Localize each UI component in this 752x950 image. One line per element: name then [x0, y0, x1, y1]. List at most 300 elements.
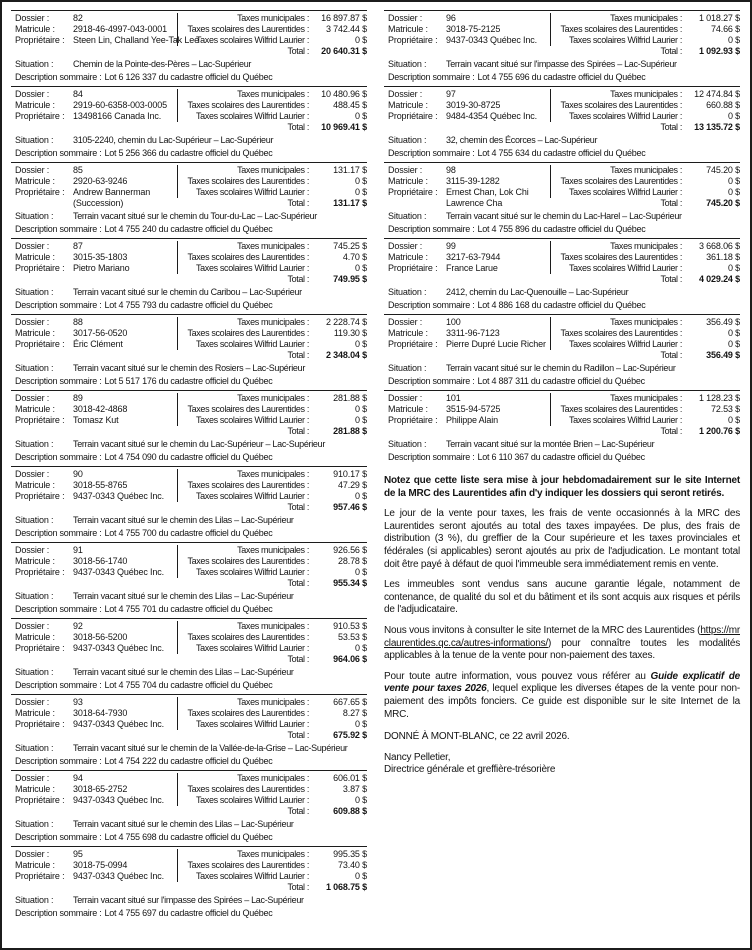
description-value: Lot 4 886 168 du cadastre officiel du Québec — [477, 300, 646, 310]
total-value: 955.34 $ — [333, 578, 367, 588]
owner-value: Andrew Bannerman — [73, 187, 151, 197]
sale-fees-paragraph: Le jour de la vente pour taxes, les frais de vente occasionnés à la MRC des Laurentides seront ajoutés au total des taxes impayées. De plus, des frais de distribution (3 %), du greffier de la Cour supérieure et les taxes provinciales et fédérales (si applicables) seront ajoutés au prix de l'adjudication. Le montant total doit être payé à défaut de quoi l'immeuble sera immédiatement remis en vente. — [384, 508, 740, 570]
owner-row — [15, 871, 177, 882]
matricule-label: Matricule : — [388, 176, 428, 186]
owner-value: Philippe Alain — [446, 415, 498, 425]
dossier-row — [15, 621, 177, 632]
matricule-label: Matricule : — [15, 784, 55, 794]
municipal-taxes-label: Taxes municipales : — [610, 165, 682, 175]
dossier-entry-main — [11, 241, 367, 285]
total-row — [550, 198, 740, 209]
total-label: Total : — [287, 806, 309, 816]
situation-label: Situation : — [15, 591, 54, 601]
dossier-row — [15, 773, 177, 784]
matricule-label: Matricule : — [15, 480, 55, 490]
dossier-row — [388, 89, 550, 100]
dossier-info — [11, 89, 177, 122]
right-column — [384, 10, 740, 942]
matricule-value: 3018-75-2125 — [446, 24, 501, 34]
description-label: Description sommaire : — [15, 376, 102, 386]
dossier-number: 101 — [446, 393, 461, 403]
matricule-value: 3018-56-1740 — [73, 556, 128, 566]
dossier-entry — [11, 238, 367, 314]
laurentides-school-taxes-row — [178, 708, 367, 719]
dossier-info — [11, 697, 177, 730]
municipal-taxes-row — [178, 697, 367, 708]
left-column — [11, 10, 367, 942]
situation-value: Terrain vacant situé sur l'impasse des Spirées – Lac-Supérieur — [73, 895, 304, 905]
dossier-number: 98 — [446, 165, 456, 175]
situation-value: Terrain vacant situé sur le chemin du Lac-Harel – Lac-Supérieur — [446, 211, 682, 221]
municipal-taxes-row — [551, 13, 740, 24]
situation-value: Terrain vacant situé sur le chemin des Rosiers – Lac-Supérieur — [73, 363, 306, 373]
dossier-info — [11, 317, 177, 350]
dossier-entry — [11, 162, 367, 238]
total-label: Total : — [287, 730, 309, 740]
municipal-taxes-value: 910.17 $ — [333, 469, 367, 479]
municipal-taxes-value: 356.49 $ — [706, 317, 740, 327]
municipal-taxes-row — [551, 241, 740, 252]
situation-row — [11, 59, 367, 70]
wilfrid-laurier-school-taxes-value: 0 $ — [354, 491, 367, 501]
matricule-value: 3019-30-8725 — [446, 100, 501, 110]
owner-value: 9437-0343 Québec Inc. — [73, 871, 164, 881]
municipal-taxes-row — [178, 621, 367, 632]
total-value: 1 200.76 $ — [698, 426, 740, 436]
dossier-entry-main — [384, 317, 740, 361]
description-label: Description sommaire : — [15, 528, 102, 538]
owner-value: 9437-0343 Québec Inc. — [446, 35, 537, 45]
wilfrid-laurier-school-taxes-label: Taxes scolaires Wilfrid Laurier : — [196, 415, 309, 425]
municipal-taxes-value: 667.65 $ — [333, 697, 367, 707]
municipal-taxes-value: 12 474.84 $ — [694, 89, 740, 99]
wilfrid-laurier-school-taxes-label: Taxes scolaires Wilfrid Laurier : — [196, 719, 309, 729]
matricule-value: 3018-64-7930 — [73, 708, 128, 718]
dossier-entry — [11, 542, 367, 618]
dossier-entry — [11, 846, 367, 922]
description-label: Description sommaire : — [388, 72, 475, 82]
website-text-post: ) pour connaître toutes les modalités applicables à la tenue de la vente pour non-paiement des taxes. — [384, 637, 740, 662]
wilfrid-laurier-school-taxes-row — [178, 719, 367, 730]
municipal-taxes-label: Taxes municipales : — [237, 393, 309, 403]
owner-value: 9437-0343 Québec Inc. — [73, 491, 164, 501]
laurentides-school-taxes-value: 72.53 $ — [711, 404, 740, 414]
matricule-row — [15, 176, 177, 187]
dossier-entry — [11, 86, 367, 162]
municipal-taxes-label: Taxes municipales : — [237, 89, 309, 99]
municipal-taxes-row — [178, 393, 367, 404]
wilfrid-laurier-school-taxes-row — [551, 35, 740, 46]
description-row — [11, 376, 367, 387]
wilfrid-laurier-school-taxes-row — [178, 187, 367, 198]
taxes-group — [550, 165, 740, 198]
matricule-value: 2920-63-9246 — [73, 176, 128, 186]
matricule-value: 3018-56-5200 — [73, 632, 128, 642]
wilfrid-laurier-school-taxes-row — [178, 415, 367, 426]
dossier-info — [384, 165, 550, 209]
situation-row — [11, 439, 367, 450]
dossier-label: Dossier : — [388, 317, 423, 327]
owner-row — [388, 187, 550, 198]
weekly-update-notice: Notez que cette liste sera mise à jour hebdomadairement sur le site Internet de la MRC des Laurentides afin d'y indiquer les dossiers qui seront retirés. — [384, 475, 740, 499]
wilfrid-laurier-school-taxes-label: Taxes scolaires Wilfrid Laurier : — [569, 111, 682, 121]
matricule-label: Matricule : — [15, 860, 55, 870]
owner-second-line-value: Lawrence Cha — [446, 198, 503, 208]
situation-row — [11, 211, 367, 222]
municipal-taxes-label: Taxes municipales : — [610, 13, 682, 23]
owner-second-line-row — [15, 198, 177, 209]
wilfrid-laurier-school-taxes-row — [178, 491, 367, 502]
laurentides-school-taxes-value: 0 $ — [727, 176, 740, 186]
matricule-row — [15, 480, 177, 491]
laurentides-school-taxes-value: 3.87 $ — [342, 784, 367, 794]
matricule-row — [15, 100, 177, 111]
wilfrid-laurier-school-taxes-row — [178, 35, 367, 46]
owner-label: Propriétaire : — [15, 187, 65, 197]
owner-second-line-spacer — [15, 198, 73, 209]
matricule-label: Matricule : — [388, 328, 428, 338]
total-value: 13 135.72 $ — [694, 122, 740, 132]
dossier-entry — [11, 390, 367, 466]
owner-label: Propriétaire : — [388, 339, 438, 349]
owner-row — [15, 491, 177, 502]
laurentides-school-taxes-label: Taxes scolaires des Laurentides : — [560, 328, 682, 338]
dossier-entry — [11, 618, 367, 694]
dossier-number: 93 — [73, 697, 83, 707]
dossier-entry-main — [384, 241, 740, 285]
owner-label: Propriétaire : — [15, 415, 65, 425]
situation-label: Situation : — [388, 59, 427, 69]
taxes-group — [177, 13, 367, 46]
municipal-taxes-label: Taxes municipales : — [237, 13, 309, 23]
situation-row — [11, 895, 367, 906]
municipal-taxes-label: Taxes municipales : — [237, 165, 309, 175]
owner-label: Propriétaire : — [388, 111, 438, 121]
owner-value: Pietro Mariano — [73, 263, 130, 273]
description-row — [11, 756, 367, 767]
taxes-block — [550, 165, 740, 209]
dossier-entry-main — [11, 165, 367, 209]
total-row — [550, 46, 740, 57]
description-value: Lot 4 755 240 du cadastre officiel du Québec — [104, 224, 273, 234]
laurentides-school-taxes-row — [178, 632, 367, 643]
owner-label: Propriétaire : — [15, 719, 65, 729]
situation-value: Terrain vacant situé sur le chemin des Lilas – Lac-Supérieur — [73, 819, 294, 829]
taxes-group — [177, 545, 367, 578]
wilfrid-laurier-school-taxes-row — [551, 263, 740, 274]
laurentides-school-taxes-label: Taxes scolaires des Laurentides : — [187, 252, 309, 262]
dossier-label: Dossier : — [15, 241, 50, 251]
laurentides-school-taxes-label: Taxes scolaires des Laurentides : — [187, 404, 309, 414]
situation-row — [384, 363, 740, 374]
municipal-taxes-value: 2 228.74 $ — [325, 317, 367, 327]
owner-label: Propriétaire : — [15, 491, 65, 501]
municipal-taxes-label: Taxes municipales : — [610, 89, 682, 99]
laurentides-school-taxes-row — [178, 328, 367, 339]
owner-label: Propriétaire : — [15, 643, 65, 653]
situation-row — [11, 135, 367, 146]
taxes-group — [550, 89, 740, 122]
laurentides-school-taxes-value: 0 $ — [727, 328, 740, 338]
situation-row — [11, 591, 367, 602]
municipal-taxes-row — [178, 165, 367, 176]
laurentides-school-taxes-label: Taxes scolaires des Laurentides : — [560, 100, 682, 110]
owner-row — [15, 795, 177, 806]
wilfrid-laurier-school-taxes-label: Taxes scolaires Wilfrid Laurier : — [569, 35, 682, 45]
wilfrid-laurier-school-taxes-row — [551, 187, 740, 198]
situation-value: Terrain vacant situé sur la montée Brien – Lac-Supérieur — [446, 439, 655, 449]
owner-label: Propriétaire : — [15, 35, 65, 45]
laurentides-school-taxes-row — [178, 176, 367, 187]
municipal-taxes-row — [178, 469, 367, 480]
description-value: Lot 4 755 696 du cadastre officiel du Québec — [477, 72, 646, 82]
municipal-taxes-value: 606.01 $ — [333, 773, 367, 783]
dossier-info — [11, 469, 177, 502]
taxes-block — [177, 317, 367, 361]
municipal-taxes-label: Taxes municipales : — [237, 469, 309, 479]
taxes-group — [177, 393, 367, 426]
total-row — [177, 806, 367, 817]
total-row — [550, 350, 740, 361]
municipal-taxes-row — [551, 165, 740, 176]
taxes-block — [177, 697, 367, 741]
mrc-website-link[interactable]: https://mrclaurentides.qc.ca/autres-informations/ — [384, 624, 740, 649]
dateline: DONNÉ À MONT-BLANC, ce 22 avril 2026. — [384, 731, 570, 743]
total-row — [177, 882, 367, 893]
dossier-entry-main — [384, 89, 740, 133]
municipal-taxes-row — [178, 241, 367, 252]
laurentides-school-taxes-row — [178, 480, 367, 491]
dossier-row — [15, 697, 177, 708]
dossier-row — [15, 165, 177, 176]
situation-row — [11, 667, 367, 678]
dossier-entry-main — [11, 393, 367, 437]
laurentides-school-taxes-value: 0 $ — [354, 176, 367, 186]
total-value: 281.88 $ — [333, 426, 367, 436]
municipal-taxes-row — [178, 317, 367, 328]
laurentides-school-taxes-row — [551, 100, 740, 111]
laurentides-school-taxes-value: 47.29 $ — [338, 480, 367, 490]
dossier-label: Dossier : — [15, 469, 50, 479]
dossier-label: Dossier : — [15, 545, 50, 555]
wilfrid-laurier-school-taxes-label: Taxes scolaires Wilfrid Laurier : — [196, 871, 309, 881]
matricule-value: 3311-96-7123 — [446, 328, 500, 338]
situation-value: Terrain vacant situé sur le chemin du Tour-du-Lac – Lac-Supérieur — [73, 211, 317, 221]
dossier-info — [384, 241, 550, 274]
total-row — [177, 274, 367, 285]
municipal-taxes-value: 10 480.96 $ — [321, 89, 367, 99]
dossier-entry — [11, 10, 367, 86]
situation-value: Terrain vacant situé sur le chemin des Lilas – Lac-Supérieur — [73, 667, 294, 677]
owner-row — [15, 187, 177, 198]
dossier-label: Dossier : — [388, 13, 423, 23]
taxes-block — [177, 849, 367, 893]
total-value: 1 068.75 $ — [325, 882, 367, 892]
municipal-taxes-value: 131.17 $ — [333, 165, 367, 175]
wilfrid-laurier-school-taxes-label: Taxes scolaires Wilfrid Laurier : — [196, 35, 309, 45]
wilfrid-laurier-school-taxes-row — [178, 795, 367, 806]
dossier-row — [15, 89, 177, 100]
owner-value: Steen Lin, Challand Yee-Tak Lee — [73, 35, 199, 45]
dossier-label: Dossier : — [388, 393, 423, 403]
total-value: 131.17 $ — [333, 198, 367, 208]
taxes-block — [177, 621, 367, 665]
dossier-entry-main — [11, 849, 367, 893]
taxes-group — [177, 317, 367, 350]
owner-value: 9437-0343 Québec Inc. — [73, 567, 164, 577]
owner-value: 9437-0343 Québec Inc. — [73, 719, 164, 729]
owner-value: France Larue — [446, 263, 498, 273]
description-label: Description sommaire : — [388, 452, 475, 462]
signature-title: Directrice générale et greffière-trésorière — [384, 764, 556, 776]
wilfrid-laurier-school-taxes-value: 0 $ — [727, 187, 740, 197]
total-value: 675.92 $ — [333, 730, 367, 740]
situation-value: Chemin de la Pointe-des-Pères – Lac-Supérieur — [73, 59, 252, 69]
wilfrid-laurier-school-taxes-row — [178, 567, 367, 578]
description-value: Lot 4 755 700 du cadastre officiel du Québec — [104, 528, 273, 538]
situation-label: Situation : — [15, 895, 54, 905]
matricule-value: 3018-75-0994 — [73, 860, 128, 870]
matricule-row — [388, 328, 550, 339]
no-warranty-paragraph: Les immeubles sont vendus sans aucune garantie légale, notamment de contenance, de qualité du sol et du bâtiment et ils sont acquis aux risques et périls de l'adjudicataire. — [384, 579, 740, 616]
taxes-block — [550, 89, 740, 133]
matricule-label: Matricule : — [15, 328, 55, 338]
situation-row — [384, 59, 740, 70]
wilfrid-laurier-school-taxes-label: Taxes scolaires Wilfrid Laurier : — [196, 263, 309, 273]
matricule-value: 3018-42-4868 — [73, 404, 128, 414]
dossier-entry-main — [11, 89, 367, 133]
matricule-label: Matricule : — [388, 404, 428, 414]
dossier-number: 85 — [73, 165, 83, 175]
laurentides-school-taxes-value: 53.53 $ — [338, 632, 367, 642]
description-label: Description sommaire : — [15, 756, 102, 766]
matricule-row — [15, 328, 177, 339]
owner-row — [15, 415, 177, 426]
description-row — [11, 908, 367, 919]
dossier-number: 100 — [446, 317, 461, 327]
laurentides-school-taxes-row — [551, 24, 740, 35]
description-value: Lot 4 755 698 du cadastre officiel du Québec — [104, 832, 273, 842]
description-value: Lot 4 755 704 du cadastre officiel du Québec — [104, 680, 273, 690]
municipal-taxes-value: 1 018.27 $ — [698, 13, 740, 23]
owner-second-line-spacer — [388, 198, 446, 209]
total-label: Total : — [287, 426, 309, 436]
matricule-value: 3115-39-1282 — [446, 176, 500, 186]
taxes-block — [177, 545, 367, 589]
wilfrid-laurier-school-taxes-row — [178, 111, 367, 122]
dossier-number: 99 — [446, 241, 456, 251]
dossier-label: Dossier : — [15, 621, 50, 631]
dossier-entry-main — [11, 13, 367, 57]
signature-block — [384, 752, 740, 777]
taxes-block — [177, 241, 367, 285]
owner-value: Éric Clément — [73, 339, 123, 349]
laurentides-school-taxes-row — [178, 24, 367, 35]
taxes-block — [177, 165, 367, 209]
dossier-info — [384, 13, 550, 46]
laurentides-school-taxes-label: Taxes scolaires des Laurentides : — [187, 100, 309, 110]
matricule-label: Matricule : — [15, 404, 55, 414]
matricule-label: Matricule : — [15, 632, 55, 642]
description-value: Lot 6 126 337 du cadastre officiel du Québec — [104, 72, 273, 82]
situation-value: 3105-2240, chemin du Lac-Supérieur – Lac-Supérieur — [73, 135, 274, 145]
municipal-taxes-row — [178, 773, 367, 784]
laurentides-school-taxes-label: Taxes scolaires des Laurentides : — [187, 860, 309, 870]
description-row — [384, 148, 740, 159]
laurentides-school-taxes-value: 488.45 $ — [333, 100, 367, 110]
dossier-label: Dossier : — [15, 89, 50, 99]
matricule-row — [15, 252, 177, 263]
description-label: Description sommaire : — [15, 300, 102, 310]
matricule-label: Matricule : — [15, 252, 55, 262]
dossier-entry — [384, 10, 740, 86]
wilfrid-laurier-school-taxes-label: Taxes scolaires Wilfrid Laurier : — [569, 263, 682, 273]
taxes-block — [177, 393, 367, 437]
owner-label: Propriétaire : — [15, 871, 65, 881]
owner-row — [15, 263, 177, 274]
laurentides-school-taxes-label: Taxes scolaires des Laurentides : — [187, 176, 309, 186]
situation-row — [11, 743, 367, 754]
owner-row — [388, 263, 550, 274]
municipal-taxes-label: Taxes municipales : — [610, 241, 682, 251]
municipal-taxes-label: Taxes municipales : — [237, 773, 309, 783]
total-label: Total : — [660, 274, 682, 284]
guide-paragraph — [384, 671, 740, 721]
dossier-row — [388, 241, 550, 252]
situation-row — [384, 439, 740, 450]
taxes-group — [550, 317, 740, 350]
dossier-label: Dossier : — [15, 13, 50, 23]
municipal-taxes-value: 926.56 $ — [333, 545, 367, 555]
laurentides-school-taxes-row — [551, 252, 740, 263]
owner-row — [15, 567, 177, 578]
dossier-entry-main — [11, 621, 367, 665]
matricule-label: Matricule : — [388, 252, 428, 262]
municipal-taxes-value: 1 128.23 $ — [698, 393, 740, 403]
dossier-row — [388, 317, 550, 328]
wilfrid-laurier-school-taxes-label: Taxes scolaires Wilfrid Laurier : — [196, 643, 309, 653]
owner-label: Propriétaire : — [388, 415, 438, 425]
owner-row — [388, 339, 550, 350]
owner-label: Propriétaire : — [388, 187, 438, 197]
total-value: 4 029.24 $ — [698, 274, 740, 284]
total-value: 2 348.04 $ — [325, 350, 367, 360]
situation-label: Situation : — [15, 363, 54, 373]
description-label: Description sommaire : — [15, 680, 102, 690]
laurentides-school-taxes-value: 74.66 $ — [711, 24, 740, 34]
dossier-number: 82 — [73, 13, 83, 23]
laurentides-school-taxes-row — [178, 404, 367, 415]
owner-label: Propriétaire : — [388, 35, 438, 45]
dossier-info — [384, 317, 550, 350]
total-row — [550, 274, 740, 285]
wilfrid-laurier-school-taxes-row — [178, 339, 367, 350]
dossier-entry-main — [11, 697, 367, 741]
total-value: 10 969.41 $ — [321, 122, 367, 132]
municipal-taxes-label: Taxes municipales : — [610, 317, 682, 327]
total-row — [177, 426, 367, 437]
total-label: Total : — [660, 46, 682, 56]
owner-row — [15, 339, 177, 350]
description-value: Lot 4 754 222 du cadastre officiel du Québec — [104, 756, 273, 766]
municipal-taxes-row — [551, 317, 740, 328]
total-row — [177, 730, 367, 741]
description-value: Lot 4 754 090 du cadastre officiel du Québec — [104, 452, 273, 462]
total-label: Total : — [660, 198, 682, 208]
situation-label: Situation : — [388, 363, 427, 373]
dossier-row — [388, 165, 550, 176]
laurentides-school-taxes-row — [178, 556, 367, 567]
